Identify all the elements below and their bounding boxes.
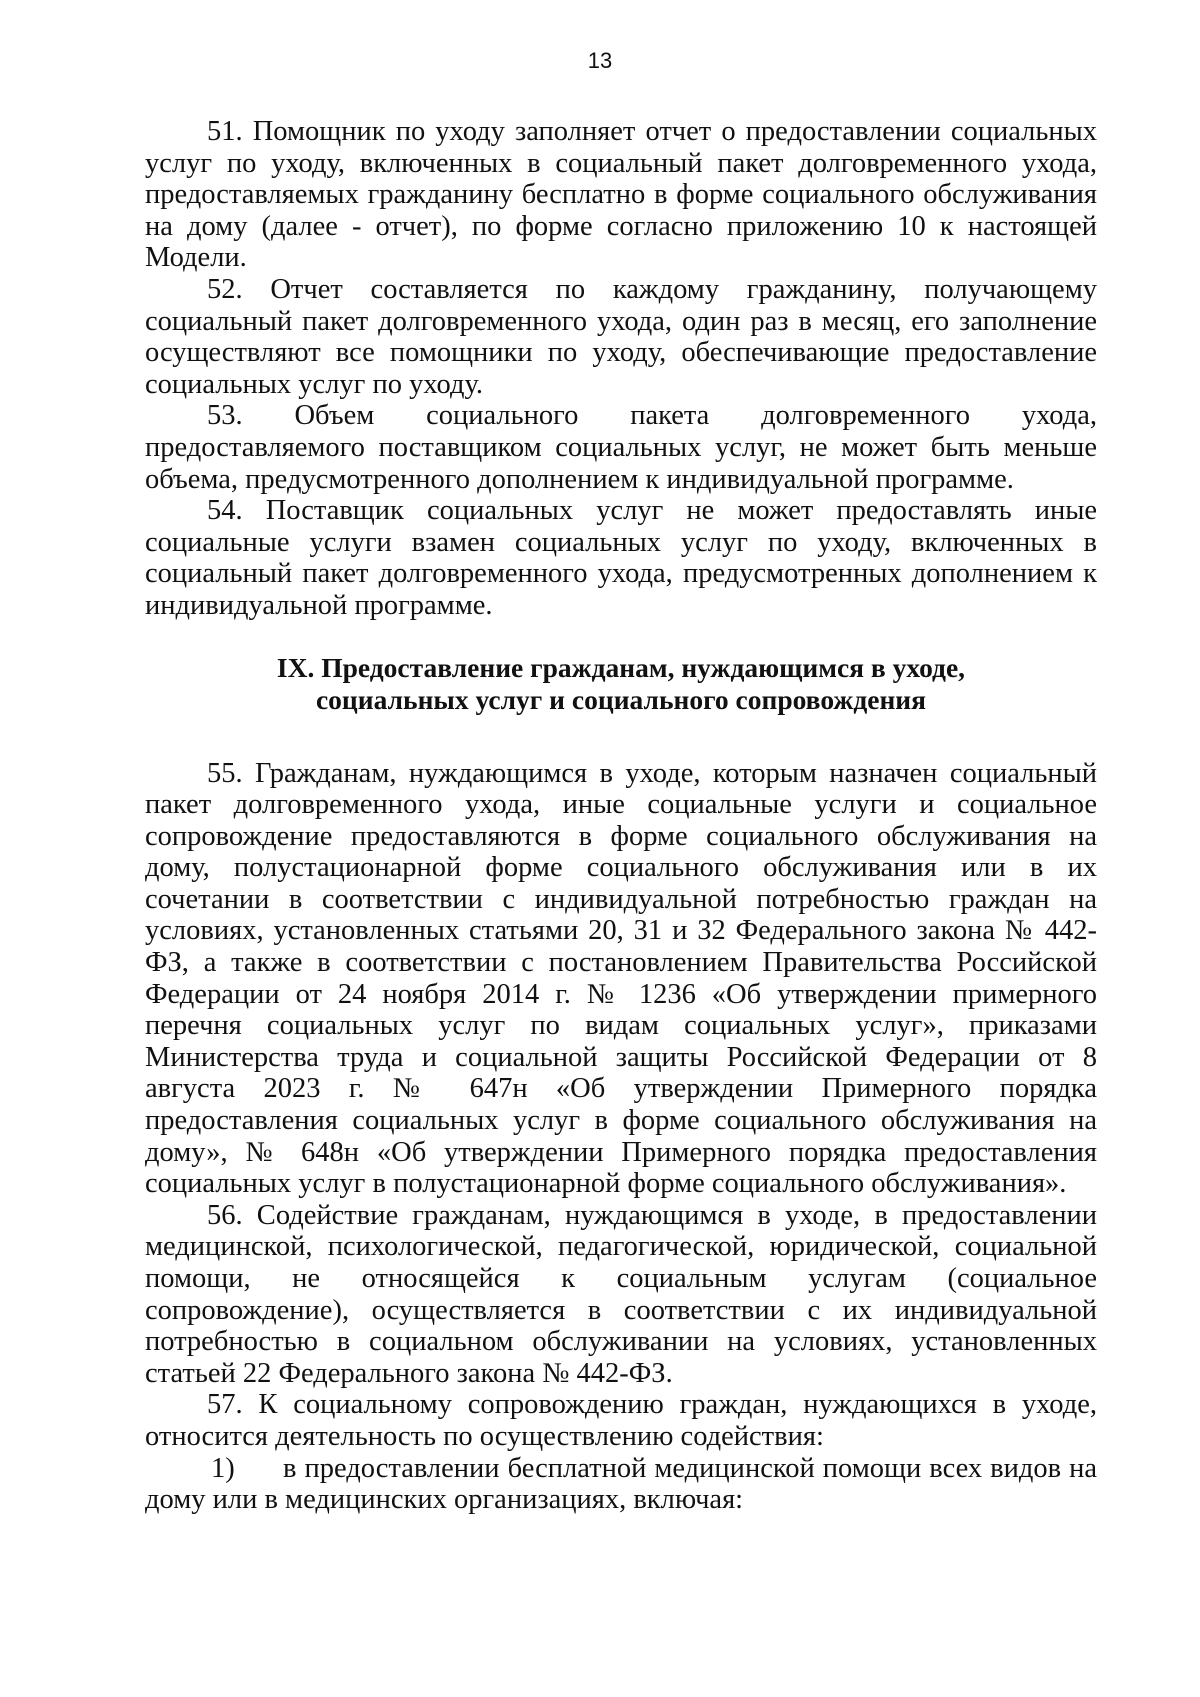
list-item-marker: 1)	[211, 1452, 235, 1484]
page-number: 13	[587, 48, 613, 73]
list-item-text: в предоставлении бесплатной медицинской помощи всех видов на дому или в медицинских организациях, включая:	[145, 1452, 1097, 1516]
paragraph-55: 55. Гражданам, нуждающимся в уходе, которым назначен социальный пакет долговременного ухода, иные социальные услуги и социальное сопровождение предоставляются в форме социального обслуживания на дому, полустационарной форме социального обслуживания или в их сочетании в соответствии с индивидуальной потребностью граждан на условиях, установленных статьями 20, 31 и 32 Федерального закона № 442-ФЗ, а также в соответствии с постановлением Правительства Российской Федерации от 24 ноября 2014 г. № 1236 «Об утверждении примерного перечня социальных услуг по видам социальных услуг», приказами Министерства труда и социальной защиты Российской Федерации от 8 августа 2023 г. № 647н «Об утверждении Примерного порядка предоставления социальных услуг в форме социального обслуживания на дому», № 648н «Об утверждении Примерного порядка предоставления социальных услуг в полустационарной форме социального обслуживания».	[145, 757, 1097, 1200]
section-heading-line-1: IX. Предоставление гражданам, нуждающимся в уходе,	[276, 651, 966, 683]
paragraph-56: 56. Содействие гражданам, нуждающимся в уходе, в предоставлении медицинской, психологической, педагогической, юридической, социальной помощи, не относящейся к социальным услугам (социальное сопровождение), осуществляется в соответствии с их индивидуальной потребностью в социальном обслуживании на условиях, установленных статьей 22 Федерального закона № 442-ФЗ.	[145, 1199, 1097, 1389]
paragraph-53: 53. Объем социального пакета долговременного ухода, предоставляемого поставщиком социальных услуг, не может быть меньше объема, предусмотренного дополнением к индивидуальной программе.	[145, 400, 1097, 495]
paragraph-57: 57. К социальному сопровождению граждан, нуждающихся в уходе, относится деятельность по осуществлению содействия:	[145, 1389, 1097, 1452]
list-item-1	[145, 1453, 1097, 1516]
section-heading	[145, 652, 1097, 716]
paragraph-51: 51. Помощник по уходу заполняет отчет о предоставлении социальных услуг по уходу, включенных в социальный пакет долговременного ухода, предоставляемых гражданину бесплатно в форме социального обслуживания на дому (далее - отчет), по форме согласно приложению 10 к настоящей Модели.	[145, 116, 1097, 274]
paragraph-54: 54. Поставщик социальных услуг не может предоставлять иные социальные услуги взамен социальных услуг по уходу, включенных в социальный пакет долговременного ухода, предусмотренных дополнением к индивидуальной программе.	[145, 495, 1097, 621]
document-body	[145, 116, 1097, 1516]
section-heading-line-2: социальных услуг и социального сопровождения	[315, 683, 927, 715]
paragraph-52: 52. Отчет составляется по каждому гражданину, получающему социальный пакет долговременного ухода, один раз в месяц, его заполнение осуществляют все помощники по уходу, обеспечивающие предоставление социальных услуг по уходу.	[145, 273, 1097, 400]
